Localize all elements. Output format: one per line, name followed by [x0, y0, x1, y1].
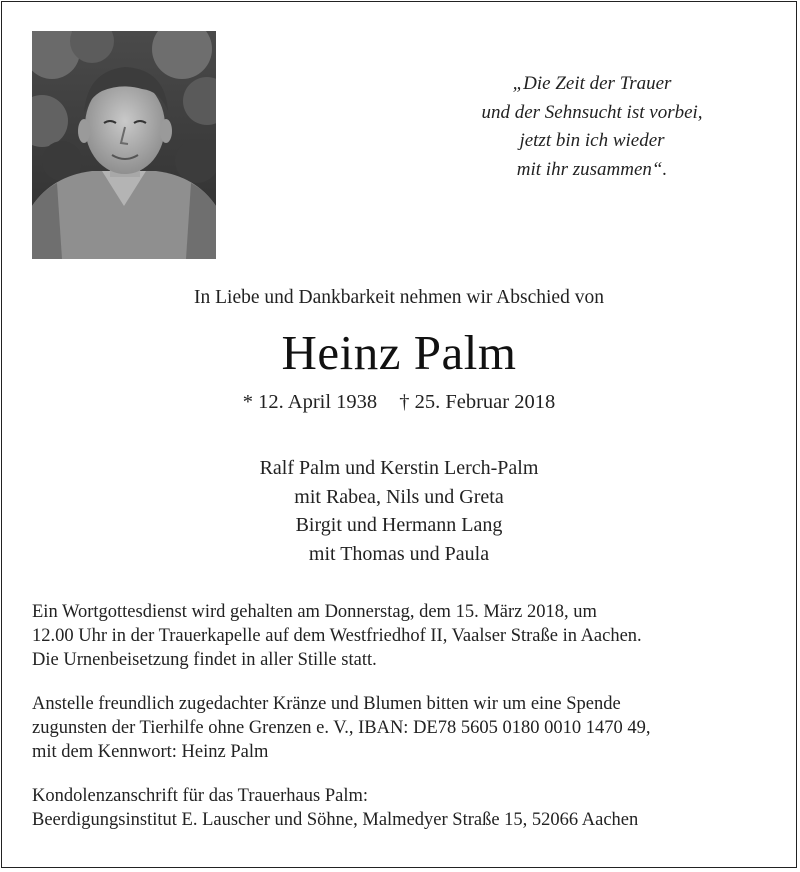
condolence-line: Beerdigungsinstitut E. Lauscher und Söhne, Malmedyer Straße 15, 52066 Aachen [32, 810, 639, 830]
death-date: † 25. Februar 2018 [399, 391, 556, 413]
quote-line: mit ihr zusammen“. [516, 158, 668, 180]
donation-paragraph [32, 692, 772, 764]
service-paragraph [32, 600, 772, 672]
birth-date: * 12. April 1938 [242, 391, 378, 413]
donation-line: Anstelle freundlich zugedachter Kränze und Blumen bitten wir um eine Spende [32, 694, 621, 714]
mourners-list [2, 454, 796, 568]
service-line: 12.00 Uhr in der Trauerkapelle auf dem Westfriedhof II, Vaalser Straße in Aachen. [32, 626, 642, 646]
quote-line: „Die Zeit der Trauer [512, 73, 672, 94]
service-line: Die Urnenbeisetzung findet in aller Stille statt. [32, 650, 377, 670]
condolence-line: Kondolenzanschrift für das Trauerhaus Palm: [32, 786, 369, 806]
mourner-line: mit Rabea, Nils und Greta [294, 485, 504, 508]
condolence-paragraph [32, 784, 772, 832]
donation-line: mit dem Kennwort: Heinz Palm [32, 742, 269, 762]
quote-line: und der Sehnsucht ist vorbei, [481, 101, 703, 123]
intro-line: In Liebe und Dankbarkeit nehmen wir Abschied von [194, 287, 604, 308]
obituary-notice [1, 1, 797, 868]
mourner-line: mit Thomas und Paula [308, 542, 490, 565]
mourner-line: Birgit und Hermann Lang [295, 514, 503, 536]
mourner-line: Ralf Palm und Kerstin Lerch-Palm [259, 457, 539, 479]
service-line: Ein Wortgottesdienst wird gehalten am Donnerstag, dem 15. März 2018, um [32, 602, 597, 622]
portrait-photo [32, 31, 216, 259]
quote-line: jetzt bin ich wieder [519, 130, 665, 151]
deceased-name: Heinz Palm [281, 325, 517, 380]
donation-line: zugunsten der Tierhilfe ohne Grenzen e. V., IBAN: DE78 5605 0180 0010 1470 49, [32, 718, 651, 738]
memorial-quote [432, 70, 752, 184]
life-dates [2, 391, 796, 414]
